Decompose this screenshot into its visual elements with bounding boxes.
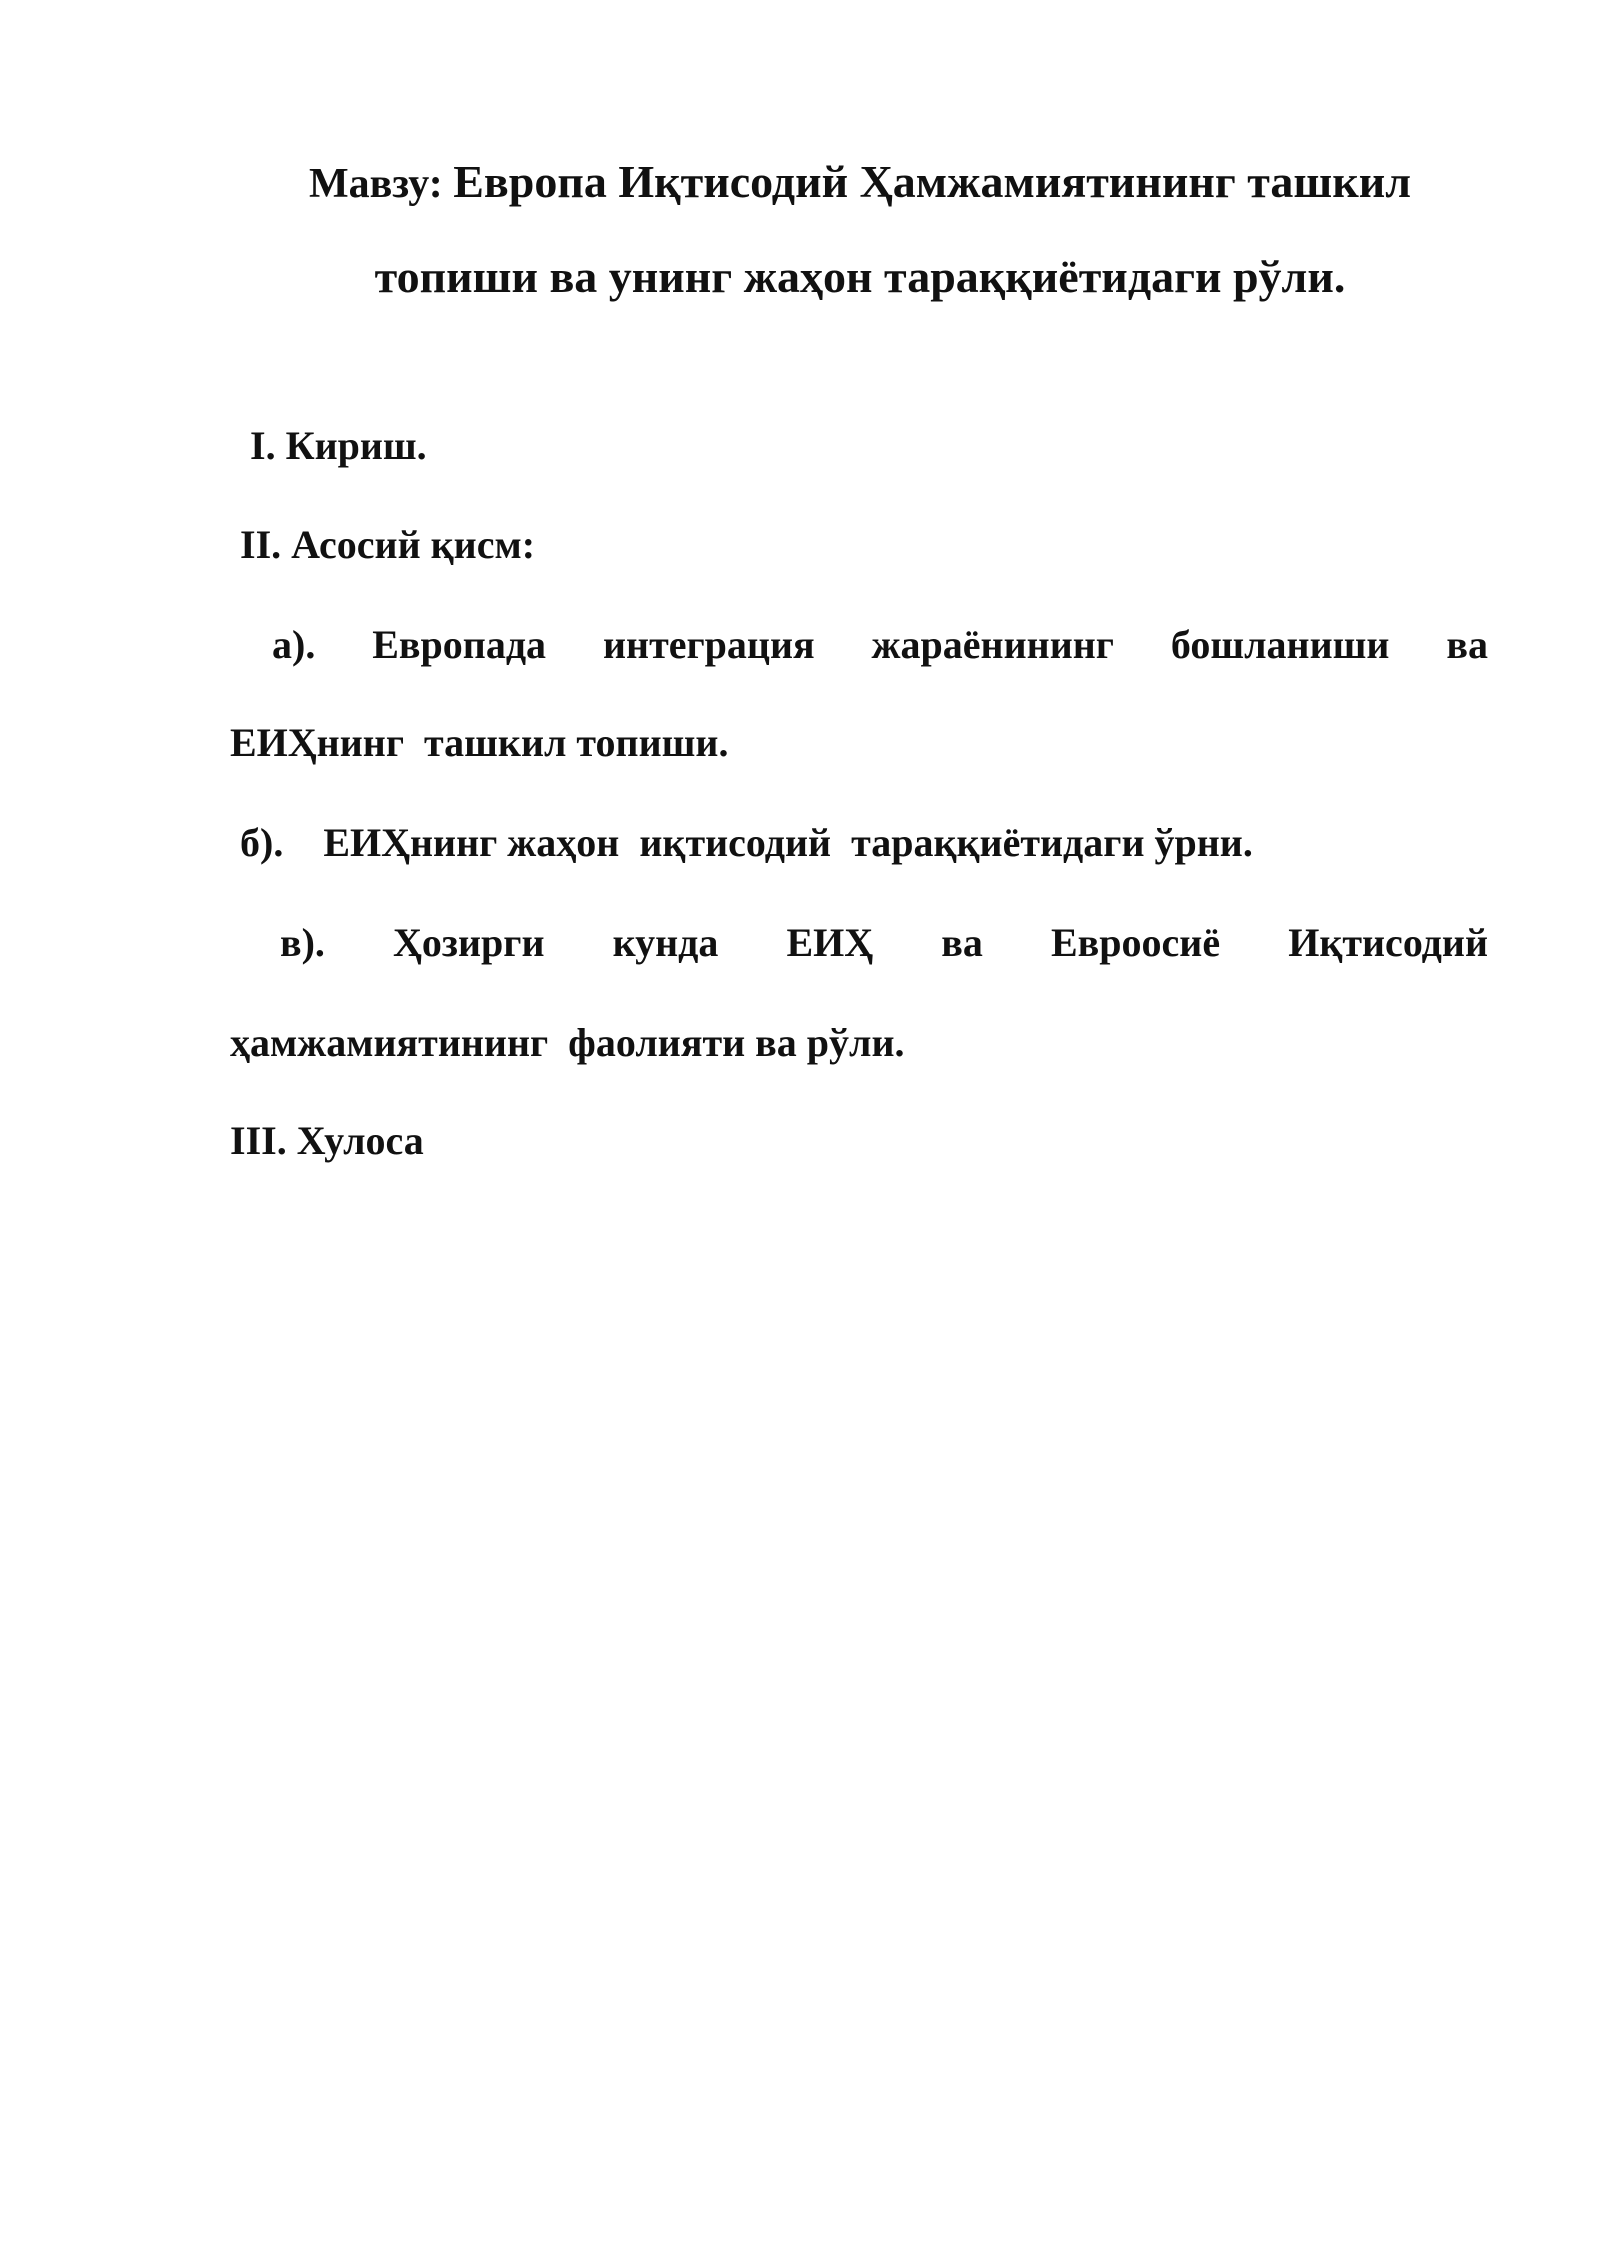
outline-item-conclusion: III. Хулоса <box>230 1118 424 1163</box>
outline-subitem-a-line2: ЕИҲнинг ташкил топиши. <box>230 720 729 765</box>
outline-subitem-v-line2: ҳамжамиятининг фаолияти ва рўли. <box>230 1020 905 1065</box>
subitem-a-word: ва <box>1446 622 1488 667</box>
subitem-v-word: Евроосиё <box>1051 920 1221 965</box>
subitem-a-word: бошланиши <box>1170 622 1390 667</box>
subitem-a-word: Европада <box>372 622 547 667</box>
document-title <box>230 140 1490 330</box>
outline-item-main-part: II. Асосий қисм: <box>240 522 536 567</box>
subitem-v-word: кунда <box>612 920 719 965</box>
outline-subitem-v-line1 <box>280 918 1488 968</box>
outline-subitem-a-line1 <box>272 620 1488 670</box>
subitem-v-word: Иқтисодий <box>1288 920 1488 965</box>
title-label: Мавзу: <box>308 161 454 207</box>
subitem-v-word: в). <box>280 920 325 965</box>
title-text: Европа Иқтисодий Ҳамжамиятининг ташкил топиши ва унинг жаҳон тараққиётидаги рўли. <box>374 156 1412 302</box>
subitem-a-word: интеграция <box>602 622 815 667</box>
subitem-v-word: ва <box>941 920 983 965</box>
subitem-a-word: жараёнининг <box>871 622 1114 667</box>
outline-subitem-b: б). ЕИҲнинг жаҳон иқтисодий тараққиётидаги ўрни. <box>240 820 1253 865</box>
outline-item-introduction: I. Кириш. <box>250 423 427 468</box>
subitem-v-word: ЕИҲ <box>786 920 874 965</box>
subitem-a-word: а). <box>272 622 316 667</box>
subitem-v-word: Ҳозирги <box>393 920 545 965</box>
